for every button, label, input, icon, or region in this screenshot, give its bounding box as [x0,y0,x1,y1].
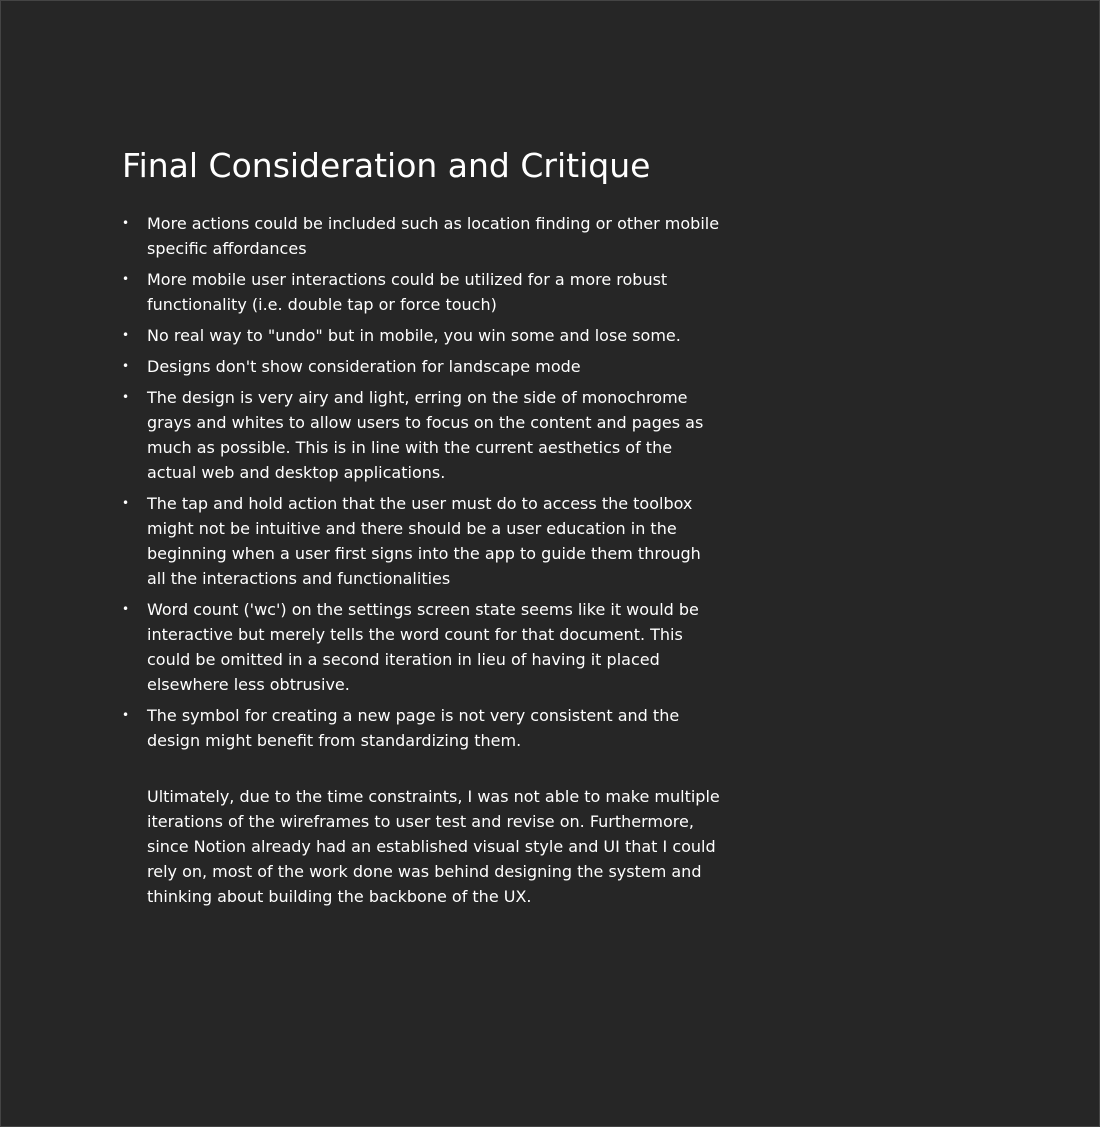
list-item-text: Word count ('wc') on the settings screen state seems like it would be interactive but merely tells the word count for that document. This could be omitted in a second iteration in lieu of having it placed elsewhere less obtrusive. [147,600,699,694]
bullet-icon: • [122,272,130,286]
bullet-icon: • [122,602,130,616]
list-item [122,597,722,697]
list-item [122,491,722,591]
bullet-icon: • [122,216,130,230]
list-item-text: No real way to "undo" but in mobile, you win some and lose some. [147,326,681,345]
bullet-icon: • [122,708,130,722]
critique-list [122,211,722,753]
list-item [122,385,722,485]
list-item-text: More mobile user interactions could be utilized for a more robust functionality (i.e. double tap or force touch) [147,270,668,314]
bullet-icon: • [122,390,130,404]
list-item-text: The symbol for creating a new page is not very consistent and the design might benefit from standardizing them. [147,706,680,750]
list-item-text: More actions could be included such as location finding or other mobile specific affordances [147,214,720,258]
bullet-icon: • [122,359,130,373]
list-item-text: The design is very airy and light, erring on the side of monochrome grays and whites to allow users to focus on the content and pages as much as possible. This is in line with the current aesthetics of the actual web and desktop applications. [147,388,704,482]
list-item [122,354,722,379]
bullet-icon: • [122,496,130,510]
list-item-text: The tap and hold action that the user must do to access the toolbox might not be intuitive and there should be a user education in the beginning when a user first signs into the app to guide them through all the interactions and functionalities [147,494,701,588]
document-content [122,142,722,909]
page-title: Final Consideration and Critique [122,146,651,185]
list-item [122,703,722,753]
list-item-text: Designs don't show consideration for landscape mode [147,357,581,376]
list-item [122,323,722,348]
list-item [122,267,722,317]
bullet-icon: • [122,328,130,342]
closing-paragraph: Ultimately, due to the time constraints, I was not able to make multiple iterations of the wireframes to user test and revise on. Furthermore, since Notion already had an established visual style and UI that I could rely on, most of the work done was behind designing the system and thinking about building the backbone of the UX. [147,787,720,906]
list-item [122,211,722,261]
